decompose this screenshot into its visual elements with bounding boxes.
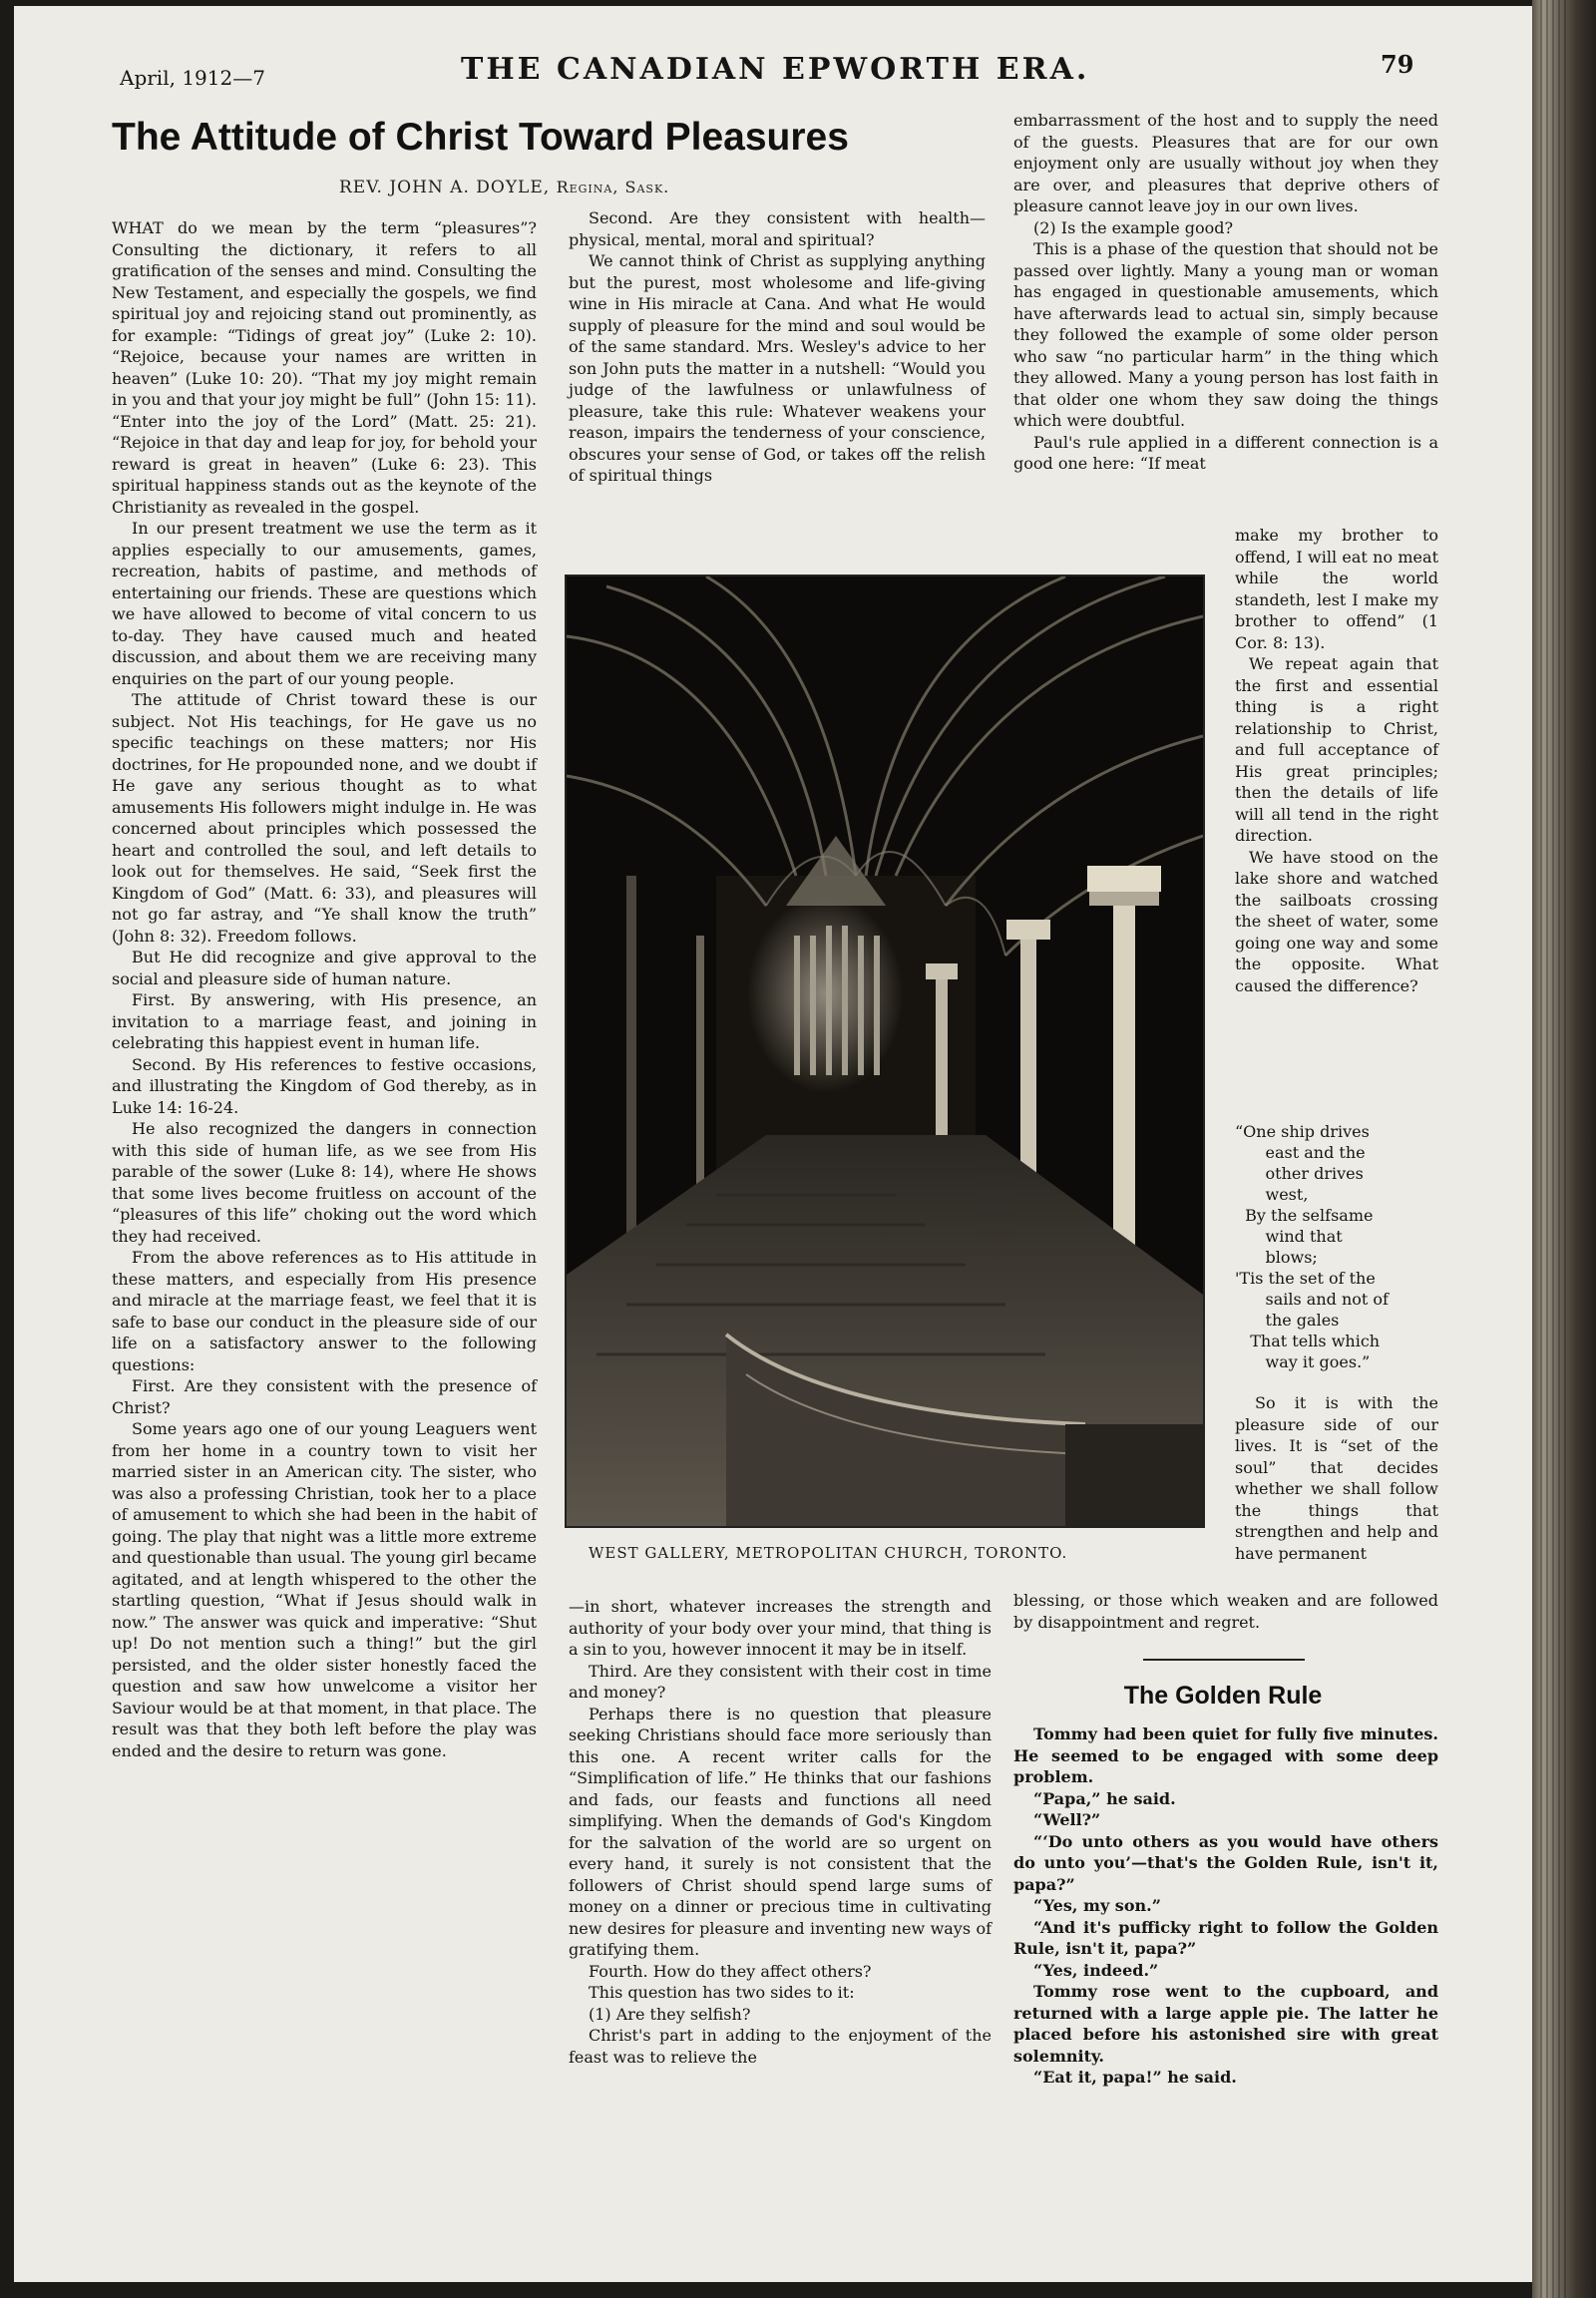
article-column-2-continued xyxy=(569,1596,992,2068)
paragraph: “Yes, indeed.” xyxy=(1033,1960,1159,1980)
paragraph: (1) Are they selfish? xyxy=(589,2004,751,2024)
paragraph: “Papa,” he said. xyxy=(1033,1788,1176,1808)
poem-line: That tells which xyxy=(1235,1332,1381,1350)
paragraph: First. Are they consistent with the presence of Christ? xyxy=(112,1376,537,1417)
paragraph: We cannot think of Christ as supplying anything but the purest, most wholesome and life-giving wine in His miracle at Cana. And what He would supply of pleasure for the mind and soul would be of the same standard. Mrs. Wesley's advice to her son John puts the matter in a nutshell: “Would you judge of the lawfulness or unlawfulness of pleasure, take this rule: Whatever weakens your reason, impairs the tenderness of your conscience, obscures your sense of God, or takes off the relish of spiritual things xyxy=(569,251,986,485)
paragraph: This is a phase of the question that should not be passed over lightly. Many a young man or woman has engaged in questionable amusements, which have afterwards lead to actual sin, simply because they followed the example of some older person who saw “no particular harm” in the thing which they allowed. Many a young person has lost faith in that older one whom they saw doing the things which were doubtful. xyxy=(1013,239,1438,430)
poem-line: wind that xyxy=(1235,1227,1343,1246)
article-column-2 xyxy=(569,207,986,487)
paragraph: Christ's part in adding to the enjoyment of the feast was to relieve the xyxy=(569,2026,992,2067)
paragraph: The attitude of Christ toward these is our subject. Not His teachings, for He gave us no specific teachings on these matters; nor His doctrines, for He propounded none, and we doubt if He gave any serious thought as to what amusements His followers might indulge in. He was concerned about principles which possessed the heart and controlled the soul, and left details to look out for themselves. He said, “Seek first the Kingdom of God” (Matt. 6: 33), and pleasures will not go far astray, and “Ye shall know the truth” (John 8: 32). Freedom follows. xyxy=(112,690,537,946)
issue-date: April, 1912—7 xyxy=(120,66,265,90)
article-title: The Attitude of Christ Toward Pleasures xyxy=(112,116,849,159)
quoted-poem xyxy=(1235,1121,1444,1372)
paragraph: Paul's rule applied in a different connection is a good one here: “If meat xyxy=(1013,432,1438,473)
paragraph: embarrassment of the host and to supply the need of the guests. Pleasures that are for our own enjoyment only are usually without joy when they are over, and pleasures that deprive others of pleasure cannot leave joy in our own lives. xyxy=(1013,111,1438,215)
paragraph: Tommy rose went to the cupboard, and returned with a large apple pie. The latter he placed before his astonished sire with great solemnity. xyxy=(1013,1982,1438,2066)
byline-place: Regina, Sask. xyxy=(556,178,670,196)
paragraph: This question has two sides to it: xyxy=(589,1983,855,2002)
paragraph: Tommy had been quiet for fully five minutes. He seemed to be engaged with some deep problem. xyxy=(1013,1724,1438,1786)
poem-line: west, xyxy=(1235,1185,1309,1204)
paragraph: “Eat it, papa!” he said. xyxy=(1033,2068,1237,2087)
article-column-1 xyxy=(112,217,537,1761)
section-divider xyxy=(1143,1659,1305,1661)
paragraph: “And it's pufficky right to follow the Golden Rule, isn't it, papa?” xyxy=(1013,1917,1438,1958)
article-column-3-continued xyxy=(1013,1590,1438,1633)
paragraph: So it is with the pleasure side of our lives. It is “set of the soul” that decides whether we shall follow the things that strengthen and help and have permanent xyxy=(1235,1393,1438,1563)
paragraph: “Well?” xyxy=(1033,1810,1101,1829)
golden-rule-story xyxy=(1013,1724,1438,2089)
paragraph: blessing, or those which weaken and are followed by disappointment and regret. xyxy=(1013,1591,1438,1632)
paragraph: WHAT do we mean by the term “pleasures”? Consulting the dictionary, it refers to all gratification of the senses and mind. Consulting the New Testament, and especially the gospels, we find spiritual joy and rejoicing stand out prominently, as for example: “Tidings of great joy” (Luke 2: 10). “Rejoice, because your names are written in heaven” (Luke 10: 20). “That my joy might remain in you and that your joy might be full” (John 15: 11). “Enter into the joy of the Lord” (Matt. 25: 21). “Rejoice in that day and leap for joy, for behold your reward is great in heaven” (Luke 6: 23). This spiritual happiness stands out as the keynote of the Christianity as revealed in the gospel. xyxy=(112,218,537,517)
byline-author: REV. JOHN A. DOYLE, xyxy=(339,178,551,197)
paragraph: In our present treatment we use the term as it applies especially to our amusements, games, recreation, habits of pastime, and methods of entertaining our friends. These are questions which we have allowed to become of vital concern to us to-day. They have caused much and heated discussion, and about them we are receiving many enquiries on the part of our young people. xyxy=(112,519,537,688)
paragraph: (2) Is the example good? xyxy=(1033,217,1234,237)
paragraph: —in short, whatever increases the strength and authority of your body over your mind, that thing is a sin to you, however innocent it may be in itself. xyxy=(569,1597,992,1659)
paragraph: “‘Do unto others as you would have others do unto you’—that's the Golden Rule, isn't it, papa?” xyxy=(1013,1831,1438,1894)
page-number: 79 xyxy=(1381,50,1414,79)
article-byline xyxy=(339,178,669,197)
article-column-3 xyxy=(1013,110,1438,475)
paragraph: Fourth. How do they affect others? xyxy=(589,1961,872,1981)
church-interior-illustration xyxy=(567,576,1203,1526)
paragraph: Second. By His references to festive occasions, and illustrating the Kingdom of God thereby, as in Luke 14: 16-24. xyxy=(112,1054,537,1117)
article-wrap-continuation xyxy=(1235,1392,1438,1564)
poem-line: way it goes.” xyxy=(1235,1352,1371,1371)
paragraph: We have stood on the lake shore and watched the sailboats crossing the sheet of water, some going one way and some the opposite. What caused the difference? xyxy=(1235,847,1438,995)
poem-line: blows; xyxy=(1235,1248,1318,1267)
poem-line: 'Tis the set of the xyxy=(1235,1269,1376,1288)
paragraph: He also recognized the dangers in connection with this side of human life, as we see from His parable of the sower (Luke 8: 14), where He shows that some lives become fruitless on account of the “pleasures of this life” choking out the word which they had received. xyxy=(112,1119,537,1246)
paragraph: We repeat again that the first and essential thing is a right relationship to Christ, and full acceptance of His great principles; then the details of life will all tend in the right direction. xyxy=(1235,654,1438,845)
golden-rule-title: The Golden Rule xyxy=(1123,1682,1323,1710)
poem-line: other drives xyxy=(1235,1164,1364,1183)
paragraph: Second. Are they consistent with health—physical, mental, moral and spiritual? xyxy=(569,208,986,249)
poem-line: the gales xyxy=(1235,1311,1340,1330)
paragraph: “Yes, my son.” xyxy=(1033,1896,1161,1915)
poem-line: By the selfsame xyxy=(1235,1206,1374,1225)
paragraph: From the above references as to His attitude in these matters, and especially from His presence and miracle at the marriage feast, we feel that it is safe to base our conduct in the pleasure side of our life on a satisfactory answer to the following questions: xyxy=(112,1248,537,1374)
poem-line: east and the xyxy=(1235,1143,1366,1162)
photo-caption: WEST GALLERY, METROPOLITAN CHURCH, TORONTO. xyxy=(589,1544,1068,1562)
paragraph: But He did recognize and give approval to the social and pleasure side of human nature. xyxy=(112,948,537,988)
paragraph: Perhaps there is no question that pleasure seeking Christians should face more seriously than this one. A recent writer calls for the “Simplification of life.” He thinks that our fashions and fads, our feasts and functions all need simplifying. When the demands of God's Kingdom for the salvation of the world are so urgent on every hand, it surely is not consistent that the followers of Christ should spend large sums of money on a dinner or precious time in cultivating new desires for pleasure and inventing new ways of gratifying them. xyxy=(569,1704,992,1959)
church-interior-photo xyxy=(567,576,1203,1526)
poem-line: “One ship drives xyxy=(1235,1122,1370,1141)
article-wrap-column xyxy=(1235,525,1438,996)
paragraph: Third. Are they consistent with their cost in time and money? xyxy=(569,1661,992,1702)
poem-line: sails and not of xyxy=(1235,1290,1389,1309)
book-spine-texture xyxy=(1540,0,1570,2298)
paragraph: Some years ago one of our young Leaguers went from her home in a country town to visit her married sister in an American city. The sister, who was also a professing Christian, took her to a place of amusement to which she had been in the habit of going. The play that night was a little more extreme and questionable than usual. The young girl became agitated, and at length whispered to the other the startling question, “What if Jesus should walk in now.” The answer was quick and imperative: “Shut up! Do not mention such a thing!” but the girl persisted, and the older sister honestly faced the question and saw how unwelcome a visitor her Saviour would be at that moment, in that place. The result was that they both left before the play was ended and the desire to return was gone. xyxy=(112,1419,537,1760)
paragraph: First. By answering, with His presence, an invitation to a marriage feast, and joining in celebrating this happiest event in human life. xyxy=(112,990,537,1052)
paragraph: make my brother to offend, I will eat no meat while the world standeth, lest I make my brother to offend” (1 Cor. 8: 13). xyxy=(1235,526,1438,652)
journal-title: THE CANADIAN EPWORTH ERA. xyxy=(461,52,1090,87)
